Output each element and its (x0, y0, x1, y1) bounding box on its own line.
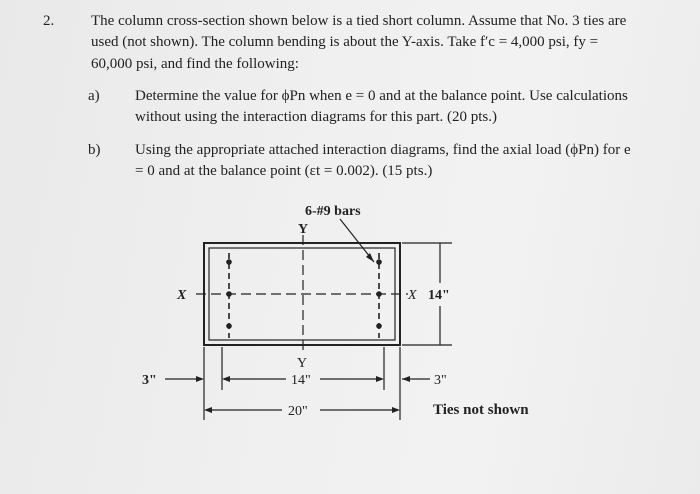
intro-line-3: 60,000 psi, and find the following: (91, 56, 299, 72)
height-dimension-label: 14" (428, 288, 450, 303)
bars-label: 6-#9 bars (305, 204, 361, 219)
part-a-line-2: without using the interaction diagrams for this part. (20 pts.) (135, 109, 498, 125)
part-b-label: b) (88, 142, 101, 158)
cover-left-label: 3" (142, 373, 157, 388)
part-a-line-1: Determine the value for ϕPn when e = 0 and at the balance point. Use calculations (135, 88, 628, 104)
x-axis-right-label: X (408, 288, 417, 303)
ties-note: Ties not shown (433, 402, 529, 418)
problem-number: 2. (43, 13, 55, 29)
part-b-line-2: = 0 and at the balance point (εt = 0.002). (15 pts.) (135, 163, 433, 179)
intro-line-1: The column cross-section shown below is a tied short column. Assume that No. 3 ties are (91, 13, 627, 29)
y-axis-bottom-label: Y (297, 356, 308, 371)
inner-width-label: 14" (291, 373, 311, 388)
y-axis-top-label: Y (298, 222, 309, 237)
cover-right-label: 3" (434, 373, 447, 388)
intro-line-2: used (not shown). The column bending is about the Y-axis. Take f′c = 4,000 psi, fy = (91, 34, 599, 50)
x-axis-left-label: X (177, 288, 187, 303)
total-width-label: 20" (288, 404, 308, 419)
rebar-lines (229, 253, 379, 338)
part-a-label: a) (88, 88, 100, 104)
part-b-line-1: Using the appropriate attached interaction diagrams, find the axial load (ϕPn) for e (135, 142, 631, 158)
